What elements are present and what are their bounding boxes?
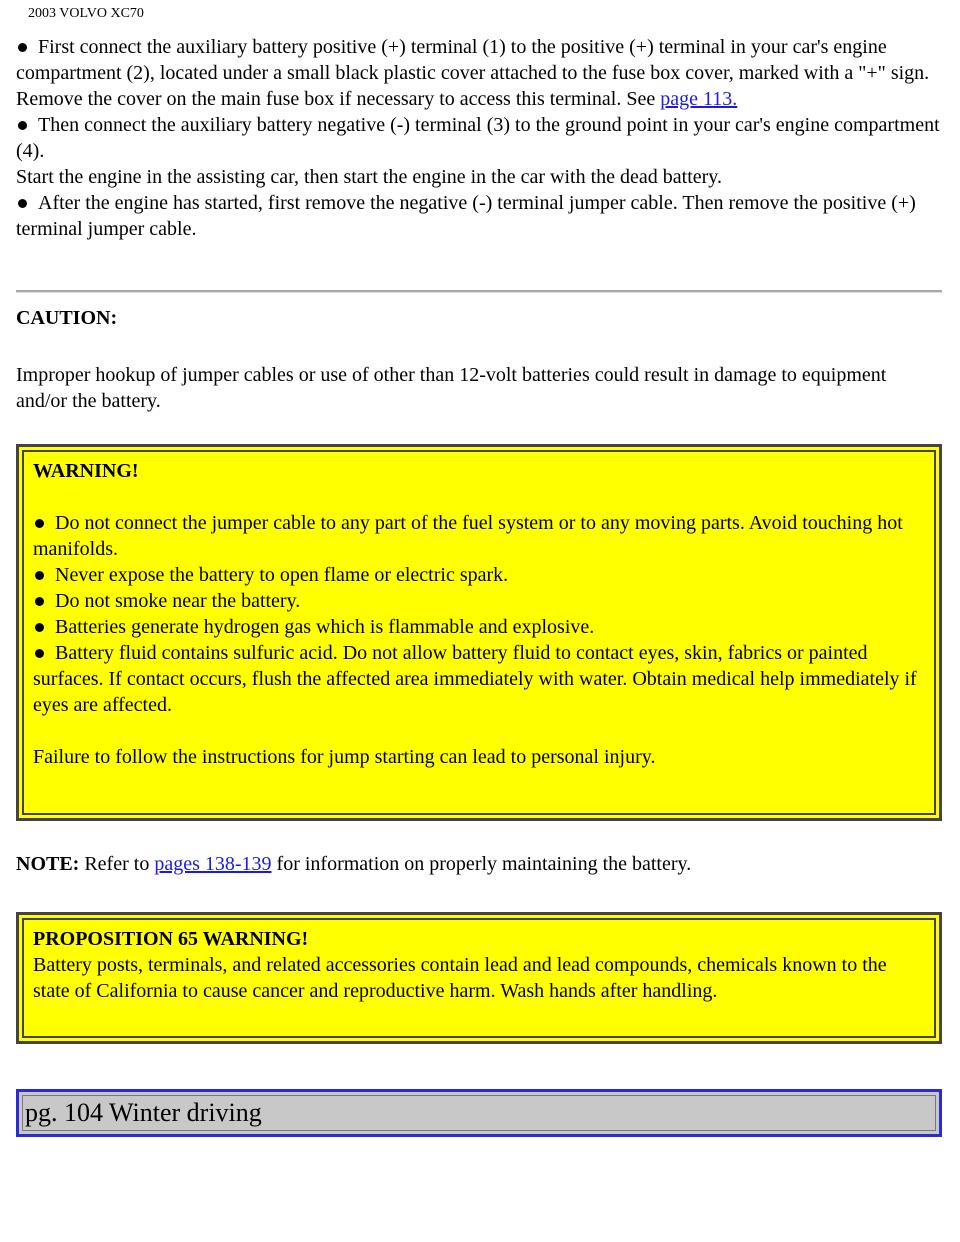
page-113-link[interactable]: page 113. xyxy=(660,88,738,110)
note-text-after: for information on properly maintaining the battery. xyxy=(276,853,692,875)
warning-item-text: Battery fluid contains sulfuric acid. Do not allow battery fluid to contact eyes, skin, fabrics or painted surfaces. If contact occurs, flush the affected area immediately with water. Obtain medical help immediately if eyes are affected. xyxy=(33,642,917,716)
warning-item-text: Never expose the battery to open flame or electric spark. xyxy=(55,564,509,586)
bullet-text: First connect the auxiliary battery positive (+) terminal (1) to the positive (+) terminal in your car's engine compartment (2), located under a small black plastic cover attached to the fuse box cover, marked with a "+" sign. Remove the cover on the main fuse box if necessary to access this terminal. See xyxy=(16,36,930,110)
prop65-box-inner xyxy=(22,918,936,1038)
instruction-text: Start the engine in the assisting car, then start the engine in the car with the dead battery. xyxy=(16,166,723,188)
list-item xyxy=(33,614,926,640)
bullet-icon xyxy=(18,121,27,130)
warning-item-text: Do not smoke near the battery. xyxy=(55,590,301,612)
warning-failure-text: Failure to follow the instructions for jump starting can lead to personal injury. xyxy=(33,746,656,768)
list-item xyxy=(33,640,926,718)
page-nav-link[interactable]: pg. 104 Winter driving xyxy=(22,1095,936,1131)
bullet-icon xyxy=(18,199,27,208)
prop65-warning-box xyxy=(16,912,942,1044)
bullet-icon xyxy=(35,597,44,606)
note-line xyxy=(16,851,691,877)
warning-item-text: Batteries generate hydrogen gas which is flammable and explosive. xyxy=(55,616,595,638)
list-item xyxy=(16,112,942,164)
page-nav-box xyxy=(16,1089,942,1137)
note-text-before: Refer to xyxy=(84,853,150,875)
list-item xyxy=(33,588,926,614)
warning-list xyxy=(33,510,926,718)
bullet-text: After the engine has started, first remove the negative (-) terminal jumper cable. Then remove the positive (+) terminal jumper cable. xyxy=(16,192,916,240)
section-divider xyxy=(16,290,942,293)
bullet-icon xyxy=(18,43,27,52)
list-item xyxy=(33,562,926,588)
warning-title: WARNING! xyxy=(33,460,139,482)
bullet-icon xyxy=(35,571,44,580)
warning-box-inner xyxy=(22,450,936,815)
prop65-text: Battery posts, terminals, and related accessories contain lead and lead compounds, chemicals known to the state of California to cause cancer and reproductive harm. Wash hands after handling. xyxy=(33,954,887,1002)
list-item xyxy=(16,190,942,242)
bullet-icon xyxy=(35,649,44,658)
bullet-icon xyxy=(35,623,44,632)
prop65-title: PROPOSITION 65 WARNING! xyxy=(33,928,309,950)
intro-section xyxy=(16,34,942,242)
pages-138-139-link[interactable]: pages 138-139 xyxy=(154,853,272,875)
note-label: NOTE: xyxy=(16,853,80,875)
warning-box xyxy=(16,444,942,821)
list-item xyxy=(33,510,926,562)
caution-title: CAUTION: xyxy=(16,307,118,329)
warning-item-text: Do not connect the jumper cable to any part of the fuel system or to any moving parts. Avoid touching hot manifolds. xyxy=(33,512,903,560)
bullet-icon xyxy=(35,519,44,528)
caution-text: Improper hookup of jumper cables or use of other than 12-volt batteries could result in damage to equipment and/or the battery. xyxy=(16,364,887,412)
list-item xyxy=(16,34,942,112)
bullet-text: Then connect the auxiliary battery negative (-) terminal (3) to the ground point in your car's engine compartment (4). xyxy=(16,114,940,162)
document-header: 2003 VOLVO XC70 xyxy=(28,6,144,21)
